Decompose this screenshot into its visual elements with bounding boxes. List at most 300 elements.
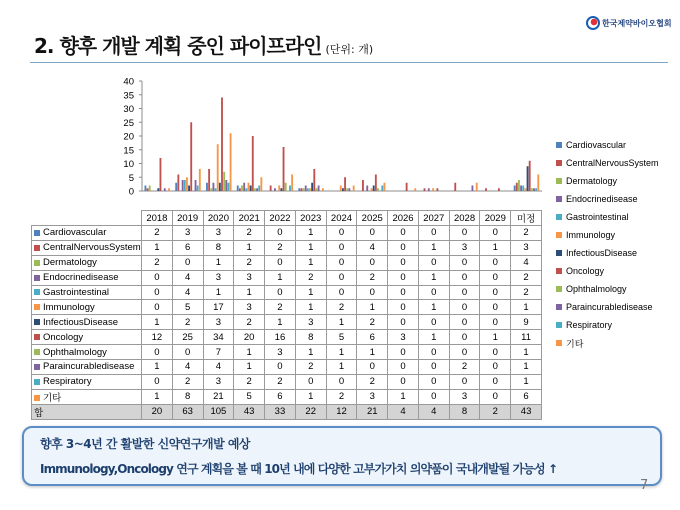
series-swatch	[34, 334, 40, 340]
value-cell: 0	[357, 226, 388, 241]
legend-item	[556, 280, 659, 298]
value-cell: 0	[480, 226, 511, 241]
total-cell: 43	[511, 404, 542, 419]
bar-4-미정	[520, 186, 522, 192]
bar-2-미정	[516, 183, 518, 191]
value-cell: 0	[480, 374, 511, 389]
value-cell: 0	[388, 270, 419, 285]
legend-swatch	[556, 250, 562, 256]
value-cell: 0	[326, 285, 357, 300]
value-cell: 5	[234, 389, 265, 404]
value-cell: 0	[449, 226, 480, 241]
value-cell: 6	[265, 389, 296, 404]
bar-10-미정	[533, 188, 535, 191]
legend-item	[556, 136, 659, 154]
legend-swatch	[556, 340, 562, 346]
logo-text: 한국제약바이오협회	[602, 18, 672, 28]
series-name: Ophthalmology	[43, 346, 107, 358]
total-cell: 8	[449, 404, 480, 419]
bar-6-미정	[524, 188, 526, 191]
bar-8-2021	[252, 136, 254, 191]
value-cell: 3	[203, 270, 234, 285]
bar-1-2021	[237, 186, 239, 192]
value-cell: 1	[265, 270, 296, 285]
legend-label: Endocrinedisease	[566, 194, 638, 204]
bar-2-2020	[208, 169, 210, 191]
table-corner-cell	[32, 211, 142, 226]
legend-label: Oncology	[566, 266, 605, 276]
title-text: 2. 향후 개발 계획 중인 파이프라인	[34, 34, 322, 58]
value-cell: 2	[357, 315, 388, 330]
bar-10-2020	[225, 180, 227, 191]
series-swatch	[34, 260, 40, 266]
value-cell: 3	[449, 389, 480, 404]
table-row	[32, 240, 542, 255]
value-cell: 0	[357, 255, 388, 270]
total-cell: 63	[172, 404, 203, 419]
bar-7-2019	[188, 186, 190, 192]
value-cell: 20	[234, 330, 265, 345]
table-row	[32, 345, 542, 360]
category-label: 2021	[234, 211, 265, 226]
bar-9-2021	[254, 188, 256, 191]
legend-item	[556, 262, 659, 280]
value-cell: 12	[142, 330, 173, 345]
totals-label: 합	[32, 404, 142, 419]
value-cell: 0	[449, 330, 480, 345]
bar-4-2020	[212, 183, 214, 191]
callout-line-1: 향후 3~4년 간 활발한 신약연구개발 예상	[40, 437, 251, 451]
series-name: 기타	[43, 392, 62, 404]
bar-4-2022	[274, 188, 276, 191]
series-label	[32, 389, 142, 404]
bar-3-2018	[149, 186, 151, 192]
y-tick-label: 20	[123, 131, 134, 143]
legend-item	[556, 316, 659, 334]
series-name: Dermatology	[43, 257, 97, 269]
bar-2-2023	[300, 188, 302, 191]
bar-3-2020	[210, 188, 212, 191]
category-label: 2020	[203, 211, 234, 226]
bar-10-2028	[472, 186, 474, 192]
bar-12-2025	[384, 183, 386, 191]
bar-8-미정	[529, 161, 531, 191]
value-cell: 0	[418, 345, 449, 360]
value-cell: 2	[142, 255, 173, 270]
legend-label: 기타	[566, 338, 584, 349]
bar-6-2024	[340, 186, 342, 192]
bar-7-2024	[342, 188, 344, 191]
value-cell: 0	[388, 240, 419, 255]
bar-4-2019	[182, 180, 184, 191]
summary-callout	[22, 426, 662, 486]
totals-row	[32, 404, 542, 419]
bar-7-2020	[219, 183, 221, 191]
table-row	[32, 374, 542, 389]
bar-4-2025	[366, 186, 368, 192]
total-cell: 33	[265, 404, 296, 419]
series-label	[32, 255, 142, 270]
bar-1-미정	[514, 186, 516, 192]
table-row	[32, 300, 542, 315]
series-label	[32, 300, 142, 315]
value-cell: 1	[142, 389, 173, 404]
value-cell: 17	[203, 300, 234, 315]
legend-swatch	[556, 322, 562, 328]
value-cell: 0	[418, 360, 449, 375]
value-cell: 9	[511, 315, 542, 330]
bar-4-2027	[428, 188, 430, 191]
legend-swatch	[556, 268, 562, 274]
bar-10-2023	[318, 186, 320, 192]
value-cell: 2	[511, 270, 542, 285]
value-cell: 0	[480, 285, 511, 300]
total-cell: 2	[480, 404, 511, 419]
value-cell: 0	[357, 360, 388, 375]
total-cell: 20	[142, 404, 173, 419]
value-cell: 1	[511, 300, 542, 315]
legend-label: Gastrointestinal	[566, 212, 629, 222]
value-cell: 1	[203, 285, 234, 300]
bar-8-2019	[190, 122, 192, 191]
bar-6-2023	[309, 188, 311, 191]
value-cell: 0	[142, 345, 173, 360]
value-cell: 0	[172, 345, 203, 360]
table-row	[32, 226, 542, 241]
bar-8-2018	[160, 158, 162, 191]
value-cell: 8	[203, 240, 234, 255]
bar-5-미정	[522, 186, 524, 192]
value-cell: 0	[480, 360, 511, 375]
bar-7-2018	[157, 188, 159, 191]
series-name: Respiratory	[43, 376, 92, 388]
value-cell: 34	[203, 330, 234, 345]
value-cell: 1	[326, 315, 357, 330]
value-cell: 1	[418, 330, 449, 345]
value-cell: 0	[142, 285, 173, 300]
value-cell: 3	[203, 374, 234, 389]
legend-swatch	[556, 178, 562, 184]
value-cell: 4	[172, 360, 203, 375]
bar-8-2029	[498, 188, 500, 191]
value-cell: 2	[357, 374, 388, 389]
table-row	[32, 285, 542, 300]
value-cell: 2	[511, 285, 542, 300]
value-cell: 1	[234, 285, 265, 300]
value-cell: 0	[326, 226, 357, 241]
bar-9-2022	[285, 183, 287, 191]
value-cell: 0	[326, 255, 357, 270]
bar-11-2020	[228, 183, 230, 191]
bar-2-2018	[147, 188, 149, 191]
value-cell: 0	[418, 389, 449, 404]
value-cell: 1	[142, 315, 173, 330]
category-label: 2028	[449, 211, 480, 226]
category-label: 2024	[326, 211, 357, 226]
value-cell: 8	[172, 389, 203, 404]
bar-7-2022	[280, 188, 282, 191]
series-swatch	[34, 379, 40, 385]
value-cell: 0	[418, 285, 449, 300]
value-cell: 2	[172, 374, 203, 389]
value-cell: 0	[388, 315, 419, 330]
y-tick-label: 30	[123, 104, 134, 115]
bar-12-2020	[230, 133, 232, 191]
bar-10-2021	[256, 188, 258, 191]
value-cell: 1	[203, 255, 234, 270]
value-cell: 1	[142, 240, 173, 255]
series-label	[32, 345, 142, 360]
series-name: Endocrinedisease	[43, 272, 119, 284]
bar-9-2025	[377, 188, 379, 191]
legend-swatch	[556, 196, 562, 202]
value-cell: 1	[295, 255, 326, 270]
value-cell: 3	[295, 315, 326, 330]
value-cell: 1	[142, 360, 173, 375]
value-cell: 1	[295, 285, 326, 300]
value-cell: 0	[326, 270, 357, 285]
value-cell: 11	[511, 330, 542, 345]
legend-label: Paraincurabledisease	[566, 302, 653, 312]
bar-2-2027	[424, 188, 426, 191]
value-cell: 0	[418, 255, 449, 270]
bar-2-2022	[270, 186, 272, 192]
bar-12-2024	[353, 186, 355, 192]
value-cell: 1	[234, 360, 265, 375]
value-cell: 0	[449, 300, 480, 315]
category-label: 2023	[295, 211, 326, 226]
series-swatch	[34, 289, 40, 295]
legend-label: InfectiousDisease	[566, 248, 638, 258]
value-cell: 2	[234, 374, 265, 389]
value-cell: 0	[449, 270, 480, 285]
bar-9-미정	[531, 188, 533, 191]
bar-7-2025	[373, 186, 375, 192]
table-row	[32, 389, 542, 404]
value-cell: 1	[265, 315, 296, 330]
value-cell: 2	[511, 226, 542, 241]
value-cell: 1	[295, 226, 326, 241]
value-cell: 1	[326, 360, 357, 375]
bar-12-미정	[537, 175, 539, 192]
value-cell: 1	[234, 240, 265, 255]
value-cell: 1	[295, 345, 326, 360]
value-cell: 4	[357, 240, 388, 255]
value-cell: 21	[203, 389, 234, 404]
bar-12-2022	[291, 175, 293, 192]
value-cell: 1	[511, 360, 542, 375]
value-cell: 0	[326, 240, 357, 255]
value-cell: 2	[142, 226, 173, 241]
category-label: 2029	[480, 211, 511, 226]
legend-item	[556, 334, 659, 352]
legend-item	[556, 298, 659, 316]
value-cell: 0	[388, 285, 419, 300]
table-row	[32, 270, 542, 285]
data-table	[31, 210, 542, 420]
bar-8-2026	[406, 183, 408, 191]
bar-1-2023	[298, 188, 300, 191]
category-label: 2026	[388, 211, 419, 226]
page-number: 7	[640, 478, 649, 493]
value-cell: 3	[234, 270, 265, 285]
value-cell: 0	[480, 345, 511, 360]
bar-8-2020	[221, 98, 223, 192]
value-cell: 0	[388, 360, 419, 375]
table-row	[32, 330, 542, 345]
legend-label: Dermatology	[566, 176, 618, 186]
series-swatch	[34, 349, 40, 355]
bar-12-2019	[199, 169, 201, 191]
y-tick-label: 35	[123, 90, 134, 102]
bar-7-2021	[250, 186, 252, 192]
bar-5-2020	[215, 188, 217, 191]
value-cell: 0	[418, 315, 449, 330]
series-swatch	[34, 230, 40, 236]
value-cell: 4	[172, 285, 203, 300]
legend-swatch	[556, 232, 562, 238]
category-label: 2018	[142, 211, 173, 226]
value-cell: 3	[234, 300, 265, 315]
value-cell: 7	[203, 345, 234, 360]
series-swatch	[34, 275, 40, 281]
y-tick-label: 40	[123, 76, 134, 88]
bar-9-2020	[223, 172, 225, 191]
series-name: Oncology	[43, 331, 84, 343]
value-cell: 1	[480, 330, 511, 345]
bar-8-2023	[313, 169, 315, 191]
legend-item	[556, 226, 659, 244]
bar-4-2023	[305, 186, 307, 192]
value-cell: 0	[480, 315, 511, 330]
legend-label: Respiratory	[566, 320, 613, 330]
chart-legend	[556, 136, 659, 352]
value-cell: 0	[480, 255, 511, 270]
bar-6-2022	[278, 186, 280, 192]
series-swatch	[34, 364, 40, 370]
value-cell: 0	[142, 300, 173, 315]
value-cell: 1	[418, 240, 449, 255]
bar-10-2018	[164, 188, 166, 191]
value-cell: 1	[295, 389, 326, 404]
value-cell: 16	[265, 330, 296, 345]
legend-swatch	[556, 160, 562, 166]
total-cell: 105	[203, 404, 234, 419]
series-name: Immunology	[43, 301, 95, 313]
category-label: 미정	[511, 211, 542, 226]
bar-1-2019	[175, 183, 177, 191]
value-cell: 1	[480, 240, 511, 255]
value-cell: 0	[142, 270, 173, 285]
value-cell: 0	[449, 315, 480, 330]
value-cell: 6	[172, 240, 203, 255]
bar-12-2023	[322, 188, 324, 191]
bar-12-2026	[414, 188, 416, 191]
value-cell: 0	[418, 374, 449, 389]
value-cell: 5	[172, 300, 203, 315]
value-cell: 0	[388, 300, 419, 315]
bar-2-2025	[362, 180, 364, 191]
value-cell: 0	[480, 300, 511, 315]
value-cell: 3	[511, 240, 542, 255]
legend-item	[556, 208, 659, 226]
value-cell: 0	[388, 374, 419, 389]
bar-6-2019	[186, 177, 188, 191]
series-swatch	[34, 395, 40, 401]
value-cell: 5	[326, 330, 357, 345]
value-cell: 0	[480, 270, 511, 285]
value-cell: 1	[418, 270, 449, 285]
total-cell: 22	[295, 404, 326, 419]
value-cell: 3	[203, 226, 234, 241]
table-row	[32, 360, 542, 375]
value-cell: 4	[172, 270, 203, 285]
legend-swatch	[556, 214, 562, 220]
bar-5-2019	[184, 180, 186, 191]
legend-item	[556, 172, 659, 190]
value-cell: 3	[388, 330, 419, 345]
total-cell: 43	[234, 404, 265, 419]
legend-label: Ophthalmology	[566, 284, 627, 294]
series-swatch	[34, 245, 40, 251]
bar-6-2021	[248, 183, 250, 191]
value-cell: 1	[357, 345, 388, 360]
series-swatch	[34, 304, 40, 310]
value-cell: 6	[511, 389, 542, 404]
bar-9-2024	[346, 188, 348, 191]
value-cell: 4	[203, 360, 234, 375]
value-cell: 2	[234, 315, 265, 330]
value-cell: 0	[357, 285, 388, 300]
bar-11-2022	[289, 186, 291, 192]
value-cell: 0	[388, 226, 419, 241]
bar-12-2018	[168, 188, 170, 191]
value-cell: 2	[326, 389, 357, 404]
value-cell: 6	[357, 330, 388, 345]
value-cell: 3	[265, 345, 296, 360]
bar-10-2024	[348, 188, 350, 191]
value-cell: 2	[172, 315, 203, 330]
series-label	[32, 285, 142, 300]
value-cell: 0	[295, 374, 326, 389]
bar-2-2021	[239, 188, 241, 191]
value-cell: 0	[449, 345, 480, 360]
value-cell: 0	[449, 374, 480, 389]
legend-label: Immunology	[566, 230, 616, 240]
value-cell: 2	[449, 360, 480, 375]
callout-line-2: Immunology,Oncology 연구 계획을 볼 때 10년 내에 다양한 고부가가치 의약품이 국내개발될 가능성 ↑	[40, 462, 558, 476]
table-header-row	[32, 211, 542, 226]
bar-2-2029	[485, 188, 487, 191]
unit-label: (단위: 개)	[325, 43, 374, 56]
bar-6-2025	[371, 188, 373, 191]
value-cell: 0	[142, 374, 173, 389]
value-cell: 0	[265, 226, 296, 241]
series-name: Gastrointestinal	[43, 287, 110, 298]
value-cell: 1	[295, 300, 326, 315]
bar-6-2027	[432, 188, 434, 191]
bar-3-2021	[241, 186, 243, 192]
value-cell: 3	[172, 226, 203, 241]
bar-3-2023	[303, 188, 305, 191]
value-cell: 1	[418, 300, 449, 315]
series-label	[32, 374, 142, 389]
y-tick-label: 10	[123, 159, 134, 170]
value-cell: 8	[295, 330, 326, 345]
value-cell: 1	[511, 345, 542, 360]
series-label	[32, 330, 142, 345]
legend-item	[556, 154, 659, 172]
